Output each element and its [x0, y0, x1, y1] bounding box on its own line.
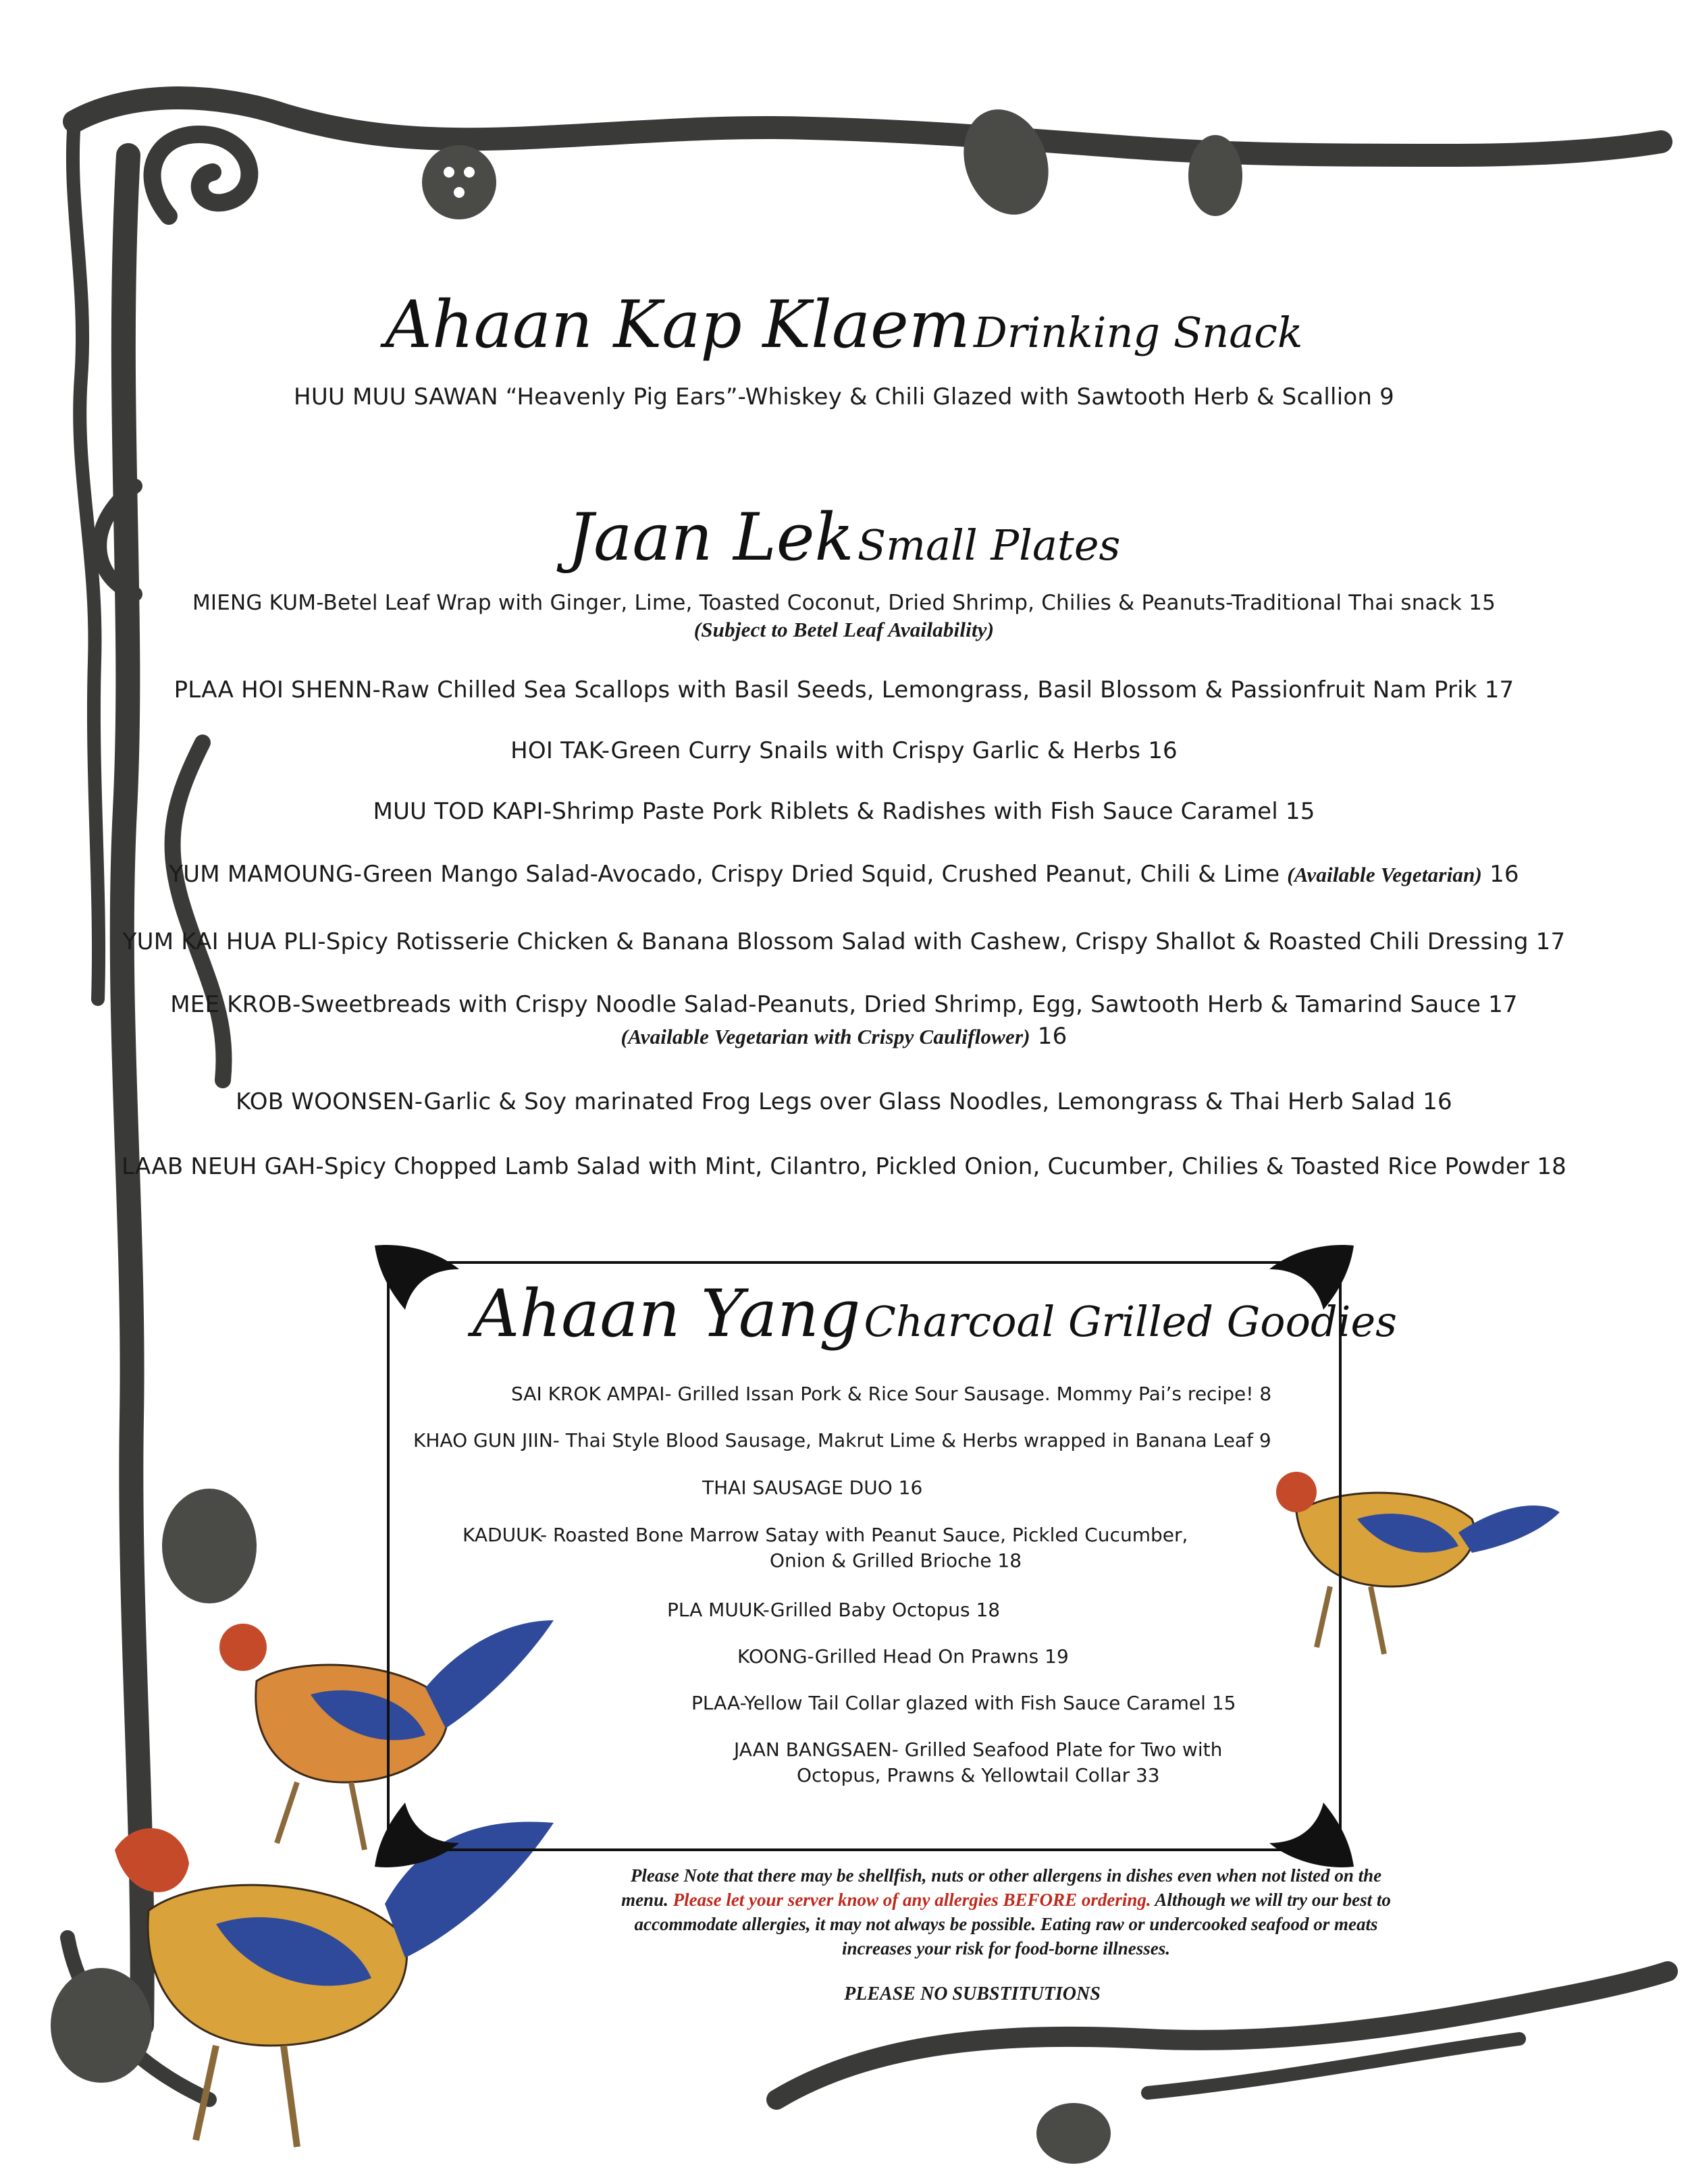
menu-note-mee-krob: [0, 1023, 1688, 1050]
grill-item-duo: THAI SAUSAGE DUO 16: [702, 1476, 923, 1499]
lotus-pod: [422, 145, 496, 219]
menu-item-hoi-tak: HOI TAK-Green Curry Snails with Crispy Garlic & Herbs 16: [510, 737, 1178, 764]
drinking-subtitle: Drinking Snack: [973, 308, 1303, 357]
rooster-right: [1276, 1472, 1560, 1654]
disclaimer-line-2b: Although we will try our best to: [1151, 1890, 1391, 1910]
grill-item-jaan-bangsaen-2: Octopus, Prawns & Yellowtail Collar 33: [797, 1764, 1160, 1786]
grill-item-kaduuk-2: Onion & Grilled Brioche 18: [770, 1549, 1022, 1572]
grill-item-jaan-bangsaen: JAAN BANGSAEN- Grilled Seafood Plate for Two with: [734, 1738, 1223, 1761]
leaf-bottom-1: [1036, 2103, 1111, 2164]
mee-krob-note-price: 16: [1030, 1023, 1067, 1050]
yum-mamoung-price: 16: [1482, 861, 1519, 888]
menu-item-mee-krob: MEE KROB-Sweetbreads with Crispy Noodle Salad-Peanuts, Dried Shrimp, Egg, Sawtooth Herb & Tamarind Sauce 17: [170, 991, 1518, 1018]
grill-item-koong: KOONG-Grilled Head On Prawns 19: [737, 1645, 1069, 1668]
menu-item-muu-tod: MUU TOD KAPI-Shrimp Paste Pork Riblets & Radishes with Fish Sauce Caramel 15: [373, 798, 1315, 825]
small-title: Jaan Lek: [567, 500, 854, 575]
grill-item-plaa: PLAA-Yellow Tail Collar glazed with Fish Sauce Caramel 15: [691, 1692, 1236, 1714]
disclaimer-line-1: Please Note that there may be shellfish, nuts or other allergens in dishes even when not listed on the: [630, 1865, 1382, 1886]
disclaimer-line-2a: menu.: [621, 1890, 673, 1910]
disclaimer-line-3: accommodate allergies, it may not always be possible. Eating raw or undercooked seafood or meats: [634, 1914, 1378, 1934]
no-substitutions: PLEASE NO SUBSTITUTIONS: [844, 1983, 1101, 2004]
yum-mamoung-note: (Available Vegetarian): [1287, 863, 1483, 886]
menu-item-yum-mamoung: [0, 861, 1688, 888]
drinking-title: Ahaan Kap Klaem: [385, 287, 970, 363]
grill-item-kaduuk: KADUUK- Roasted Bone Marrow Satay with Peanut Sauce, Pickled Cucumber,: [463, 1524, 1188, 1546]
grill-item-sai-krok: SAI KROK AMPAI- Grilled Issan Pork & Rice Sour Sausage. Mommy Pai’s recipe! 8: [511, 1383, 1272, 1405]
menu-item-plaa-hoi: PLAA HOI SHENN-Raw Chilled Sea Scallops with Basil Seeds, Lemongrass, Basil Blossom & Passionfruit Nam Prik 17: [174, 676, 1514, 703]
yum-mamoung-text: YUM MAMOUNG-Green Mango Salad-Avocado, Crispy Dried Squid, Crushed Peanut, Chili & Lime: [169, 861, 1288, 888]
small-subtitle: Small Plates: [857, 521, 1121, 570]
menu-item-kob-woonsen: KOB WOONSEN-Garlic & Soy marinated Frog Legs over Glass Noodles, Lemongrass & Thai Herb Salad 16: [236, 1088, 1452, 1115]
leaf-top-1: [949, 97, 1062, 226]
leaf-top-2: [1188, 135, 1242, 216]
grilled-section-title: [473, 1276, 1397, 1352]
small-section-title: [0, 500, 1688, 575]
menu-item-huu-muu: HUU MUU SAWAN “Heavenly Pig Ears”-Whiskey & Chili Glazed with Sawtooth Herb & Scallion 9: [294, 383, 1394, 410]
menu-item-yum-kai: YUM KAI HUA PLI-Spicy Rotisserie Chicken & Banana Blossom Salad with Cashew, Crispy Shallot & Roasted Chili Dressing 17: [122, 928, 1566, 955]
drinking-section-title: [0, 287, 1688, 363]
disclaimer-line-2: [533, 1888, 1479, 1912]
leaf-left-1: [162, 1489, 257, 1603]
grilled-subtitle: Charcoal Grilled Goodies: [864, 1297, 1397, 1346]
top-curl: [153, 134, 250, 216]
grilled-title: Ahaan Yang: [473, 1276, 861, 1352]
disclaimer-line-4: increases your risk for food-borne illnesses.: [841, 1938, 1170, 1959]
rooster-left-top: [219, 1620, 554, 1850]
grill-item-khao-gun: KHAO GUN JIIN- Thai Style Blood Sausage, Makrut Lime & Herbs wrapped in Banana Leaf 9: [413, 1429, 1271, 1451]
menu-note-mieng: (Subject to Betel Leaf Availability): [693, 618, 995, 641]
menu-item-mieng-kum: MIENG KUM-Betel Leaf Wrap with Ginger, Lime, Toasted Coconut, Dried Shrimp, Chilies & Peanuts-Traditional Thai snack 15: [192, 591, 1496, 615]
leaf-bottom-2: [51, 1968, 152, 2083]
mee-krob-note: (Available Vegetarian with Crispy Cauliflower): [621, 1025, 1030, 1048]
allergy-warning: Please let your server know of any allergies BEFORE ordering.: [672, 1890, 1151, 1910]
top-vine: [74, 98, 1661, 155]
menu-item-laab: LAAB NEUH GAH-Spicy Chopped Lamb Salad with Mint, Cilantro, Pickled Onion, Cucumber, Chilies & Toasted Rice Powder 18: [122, 1153, 1566, 1180]
rooster-left-bottom: [115, 1822, 554, 2148]
grill-item-pla-muuk: PLA MUUK-Grilled Baby Octopus 18: [667, 1599, 1001, 1621]
allergen-disclaimer: [533, 1863, 1479, 1961]
